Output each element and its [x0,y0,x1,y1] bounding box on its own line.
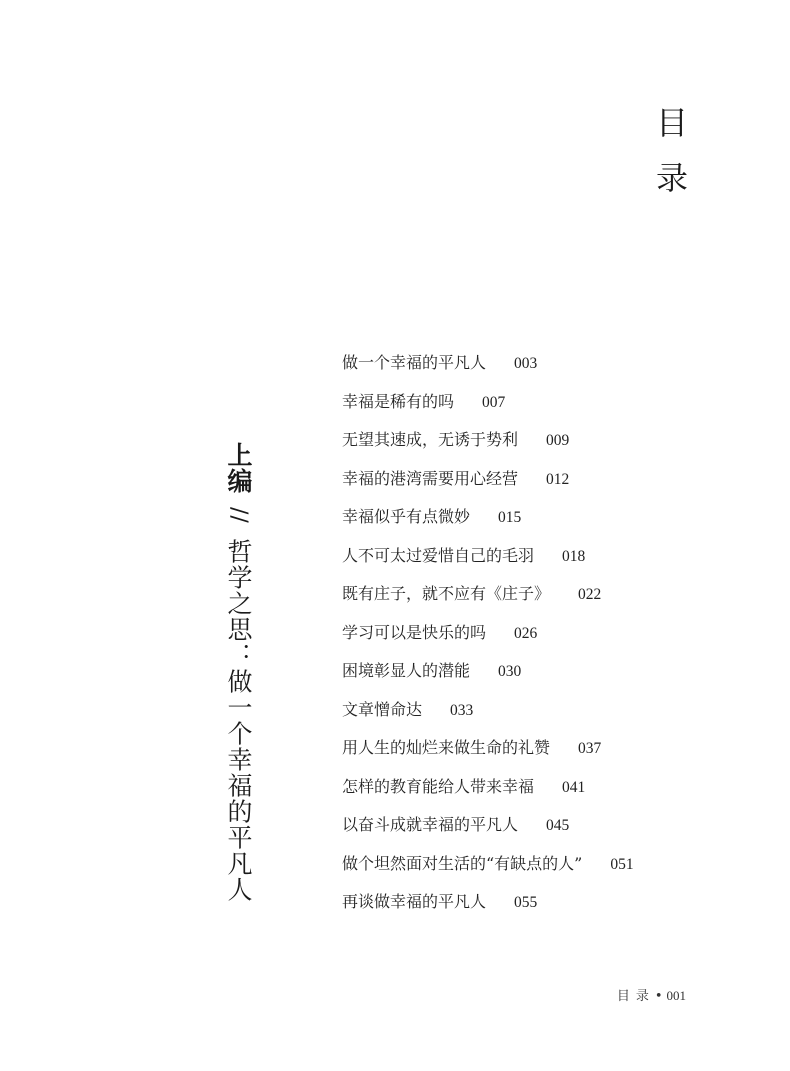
section-heading [218,442,258,903]
page-title [650,96,694,206]
toc-entry[interactable] [342,575,742,614]
toc-entry[interactable] [342,806,742,845]
toc-entry[interactable] [342,460,742,499]
toc-entry-page: 033 [450,701,474,719]
toc-entry[interactable] [342,383,742,422]
toc-entry-page: 045 [546,817,570,834]
toc-entry-title: 困境彰显人的潜能 [342,661,471,680]
toc-entry-page: 051 [610,855,634,873]
table-of-contents [342,344,742,922]
toc-entry-title: 学习可以是快乐的吗 [342,622,487,642]
toc-entry[interactable] [342,344,742,383]
toc-entry-title: 做一个幸福的平凡人 [342,353,487,372]
toc-entry-page: 007 [482,393,506,411]
toc-entry-title: 再谈做幸福的平凡人 [342,892,487,911]
toc-entry-title: 无望其速成，无诱于势利 [342,430,519,449]
toc-entry-title: 幸福似乎有点微妙 [342,507,471,526]
toc-entry-title: 怎样的教育能给人带来幸福 [342,776,535,796]
toc-entry-page: 026 [514,624,538,642]
toc-entry-page: 041 [562,778,586,796]
toc-entry[interactable] [342,614,742,653]
toc-entry-page: 030 [498,663,522,680]
toc-entry[interactable] [342,421,742,460]
toc-entry-title: 做个坦然面对生活的“有缺点的人” [342,853,583,873]
section-subtitle: 哲学之思：做一个幸福的平凡人 [224,538,253,903]
toc-entry-title: 以奋斗成就幸福的平凡人 [342,815,519,834]
toc-entry-page: 018 [562,547,586,565]
toc-entry-title: 用人生的灿烂来做生命的礼赞 [342,738,551,757]
toc-entry[interactable] [342,498,742,537]
toc-entry-title: 文章憎命达 [342,699,423,719]
toc-entry[interactable] [342,729,742,768]
toc-entry-page: 055 [514,894,538,911]
footer-label: 目录 [616,989,655,1004]
toc-entry-page: 037 [578,740,602,757]
toc-entry[interactable] [342,883,742,922]
toc-entry-page: 012 [546,470,570,488]
toc-entry[interactable] [342,652,742,691]
toc-entry-page: 015 [498,509,522,526]
page-title-char: 录 [655,159,688,197]
toc-entry-title: 既有庄子，就不应有《庄子》 [342,584,551,603]
toc-entry-page: 003 [514,355,538,372]
running-footer [560,985,686,1004]
toc-entry-title: 人不可太过爱惜自己的毛羽 [342,545,535,565]
toc-entry[interactable] [342,537,742,576]
footer-bullet: • [654,989,663,1004]
toc-entry[interactable] [342,768,742,807]
section-separator: // [226,506,251,524]
section-volume-label: 上编 [224,442,253,494]
page-title-char: 目 [655,104,688,142]
toc-entry-page: 022 [578,586,602,603]
toc-entry[interactable] [342,691,742,730]
footer-page-number: 001 [666,988,686,1003]
toc-entry-title: 幸福是稀有的吗 [342,391,455,411]
toc-entry-page: 009 [546,432,570,449]
toc-entry[interactable] [342,845,742,884]
toc-entry-title: 幸福的港湾需要用心经营 [342,468,519,488]
